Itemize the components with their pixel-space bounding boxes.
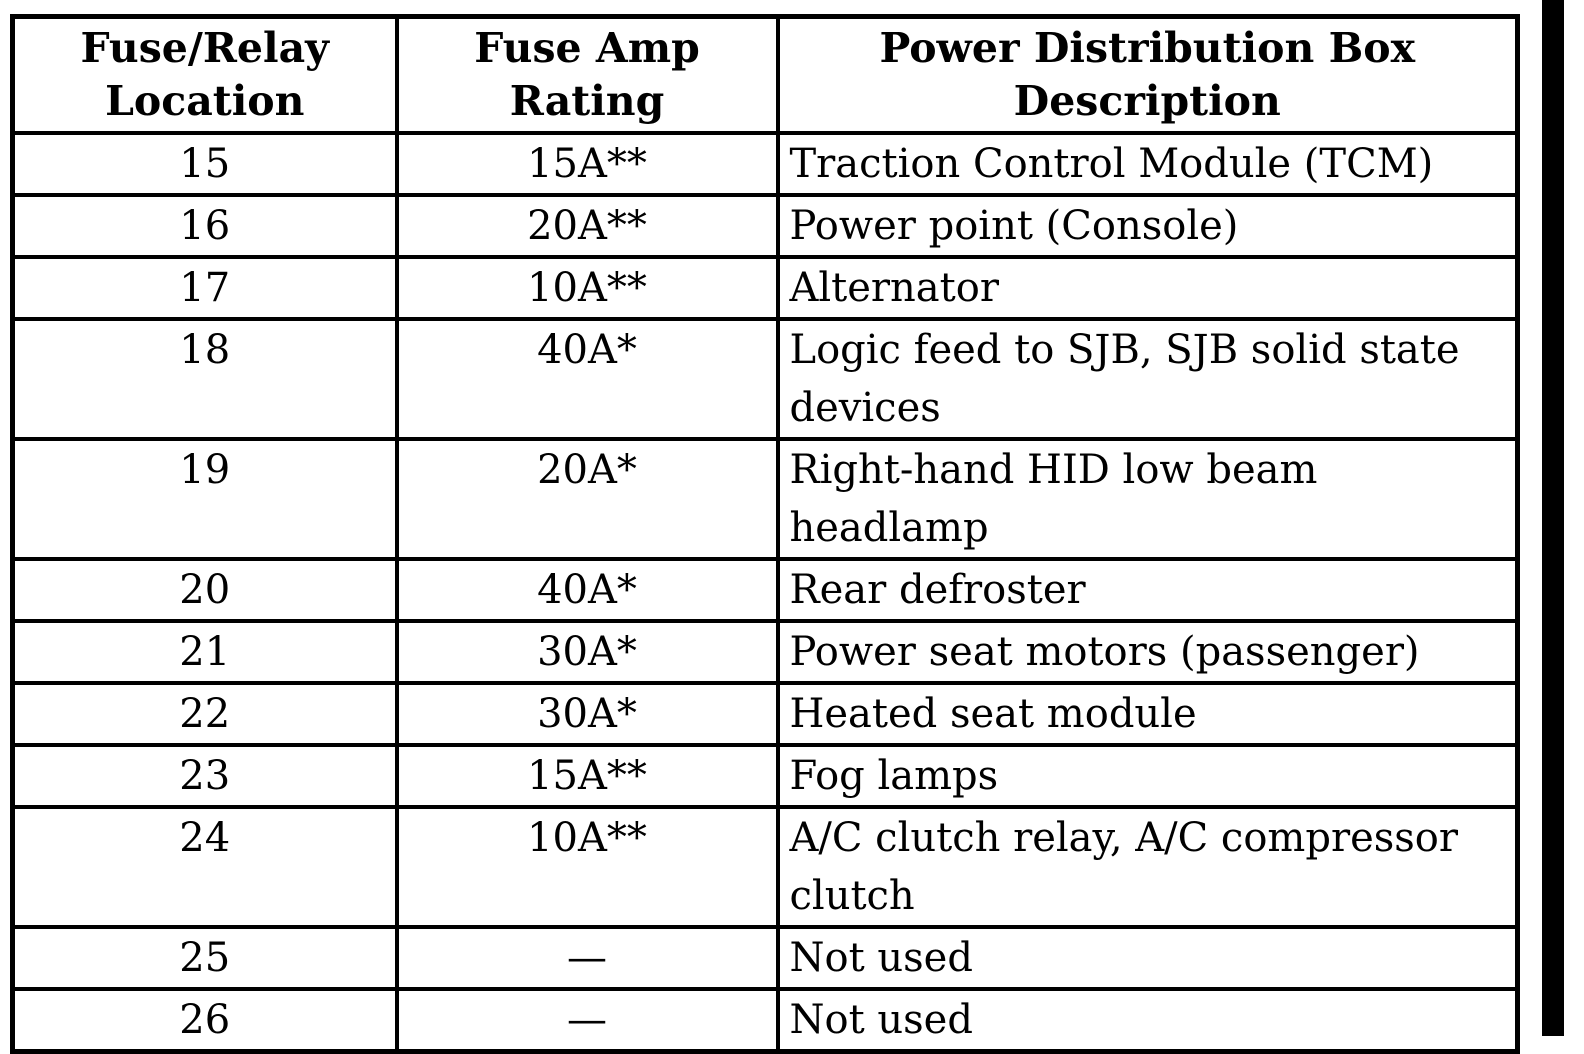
table-row <box>13 927 1518 989</box>
table-row <box>13 745 1518 807</box>
location-cell: 22 <box>13 683 397 745</box>
location-cell: 24 <box>13 807 397 927</box>
location-cell: 16 <box>13 195 397 257</box>
location-cell: 25 <box>13 927 397 989</box>
location-cell: 17 <box>13 257 397 319</box>
header-amp-rating: Fuse Amp Rating <box>397 17 778 134</box>
description-cell: Logic feed to SJB, SJB solid state devices <box>778 319 1518 439</box>
amp-cell: 20A* <box>397 439 778 559</box>
amp-cell: 15A** <box>397 745 778 807</box>
amp-cell: 40A* <box>397 559 778 621</box>
location-cell: 20 <box>13 559 397 621</box>
location-cell: 19 <box>13 439 397 559</box>
location-cell: 18 <box>13 319 397 439</box>
description-cell: Heated seat module <box>778 683 1518 745</box>
table-row <box>13 621 1518 683</box>
header-row <box>13 17 1518 134</box>
fuse-table <box>10 14 1520 1054</box>
table-row <box>13 133 1518 195</box>
description-cell: Not used <box>778 927 1518 989</box>
description-cell: Not used <box>778 989 1518 1052</box>
description-cell: Fog lamps <box>778 745 1518 807</box>
amp-cell: 15A** <box>397 133 778 195</box>
header-description: Power Distribution Box Description <box>778 17 1518 134</box>
table-row <box>13 439 1518 559</box>
location-cell: 26 <box>13 989 397 1052</box>
amp-cell: 20A** <box>397 195 778 257</box>
description-cell: Alternator <box>778 257 1518 319</box>
description-cell: Right-hand HID low beam headlamp <box>778 439 1518 559</box>
amp-cell: 40A* <box>397 319 778 439</box>
location-cell: 15 <box>13 133 397 195</box>
header-location: Fuse/Relay Location <box>13 17 397 134</box>
amp-cell: — <box>397 927 778 989</box>
amp-cell: 30A* <box>397 683 778 745</box>
amp-cell: 10A** <box>397 257 778 319</box>
table-row <box>13 195 1518 257</box>
amp-cell: — <box>397 989 778 1052</box>
description-cell: Rear defroster <box>778 559 1518 621</box>
table-row <box>13 683 1518 745</box>
amp-cell: 10A** <box>397 807 778 927</box>
description-cell: Power seat motors (passenger) <box>778 621 1518 683</box>
table-row <box>13 807 1518 927</box>
description-cell: A/C clutch relay, A/C compressor clutch <box>778 807 1518 927</box>
page-edge-bar <box>1542 0 1564 1036</box>
table-row <box>13 559 1518 621</box>
table-row <box>13 257 1518 319</box>
location-cell: 21 <box>13 621 397 683</box>
description-cell: Power point (Console) <box>778 195 1518 257</box>
location-cell: 23 <box>13 745 397 807</box>
table-row <box>13 989 1518 1052</box>
description-cell: Traction Control Module (TCM) <box>778 133 1518 195</box>
table-row <box>13 319 1518 439</box>
amp-cell: 30A* <box>397 621 778 683</box>
